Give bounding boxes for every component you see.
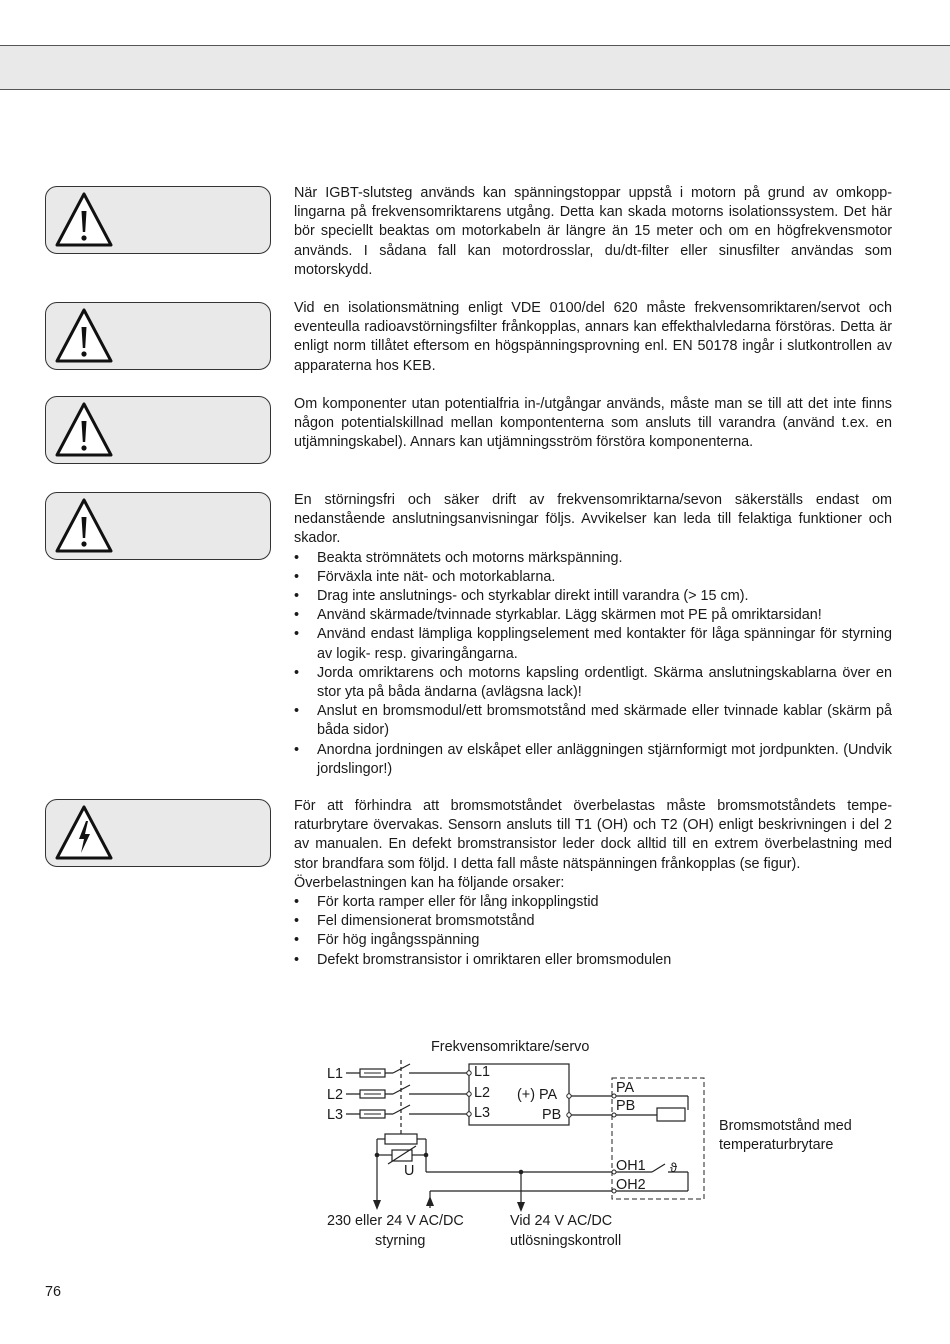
list-item: • Anslut en bromsmodul/ett bromsmotstånd med skärmade eller tvinnade kablar (skärm på båda sidor) [294,702,892,740]
list-item: • Förväxla inte nät- och motorkablarna. [294,568,892,587]
page-number: 76 [45,1284,62,1300]
diagram-title: Frekvensomriktare/servo [431,1039,590,1055]
trip-label-line1: Vid 24 V AC/DC [510,1213,613,1229]
list-item: • Anordna jordningen av elskåpet eller anläggningen stjärnformigt mot jordpunkten. (Undvik jordslingor!) [294,741,892,779]
list-item: • Använd endast lämpliga kopplingselement med kontakter för låga spänningar för styrning av logik- resp. givaringångarna. [294,625,892,663]
list-item: • Beakta strömnätets och motorns märkspänning. [294,549,892,568]
line-label-l2: L2 [327,1087,344,1103]
resistor-terminal-pa: PA [616,1080,635,1096]
trip-label-line2: utlösningskontroll [510,1233,622,1249]
paragraph: Vid en isolationsmätning enligt VDE 0100/del 620 måste frekvensomriktaren/servot och eventeulla radioavstörningsfilter frånkopplas, annars kan effekthalvledarna förstöras. Detta är enligt norm tillåtet eftersom en högspänningsprovning enl. EN 50178 ingår i slutkontrollen av apparaterna hos KEB. [294,300,892,374]
inverter-terminal-pa: (+) PA [517,1087,558,1103]
thermo-switch-symbol: ϑ [670,1160,678,1175]
list-item: • Jorda omriktarens och motorns kapsling ordentligt. Skärma anslutningskablarna över en stor yta på båda ändarna (avlägsna lack)! [294,664,892,702]
line-label-l3: L3 [327,1107,344,1123]
list-item: • För korta ramper eller för lång inkopplingstid [294,893,892,912]
list-item: • Fel dimensionerat bromsmotstånd [294,912,892,931]
control-label-line2: styrning [375,1233,426,1249]
inverter-input-l3: L3 [474,1105,491,1121]
relay-label: U [404,1163,415,1179]
resistor-terminal-pb: PB [616,1098,636,1114]
control-label-line1: 230 eller 24 V AC/DC [327,1213,464,1229]
list-item: • Defekt bromstransistor i omriktaren eller bromsmodulen [294,951,892,970]
resistor-label-line2: temperaturbrytare [719,1137,834,1153]
paragraph: För att förhindra att bromsmotståndet överbelastas måste bromsmotståndets tempe-raturbrytare övervakas. Sensorn ansluts till T1 (OH) och T2 (OH) enligt beskrivningen i del 2 av manualen. En defekt bromstransistor leder dock alltid till en extrem överbelastning med stor brandfara som följd. I detta fall måste nätspänningen frånkopplas (se figur). [294,798,892,872]
inverter-terminal-pb: PB [542,1107,562,1123]
resistor-terminal-oh1: OH1 [616,1158,646,1174]
resistor-terminal-oh2: OH2 [616,1177,646,1193]
list-item: • Drag inte anslutnings- och styrkablar direkt intill varandra (> 15 cm). [294,587,892,606]
list-item: • För hög ingångsspänning [294,931,892,950]
paragraph: En störningsfri och säker drift av frekvensomriktarna/sevon säkerställs endast om nedanstående anslutningsanvisningar följs. Avvikelser kan leda till felaktiga funktioner och skador. [294,492,892,547]
paragraph: När IGBT-slutsteg används kan spänningstoppar uppstå i motorn på grund av omkopp-lingarna på frekvensomriktarens utgång. Detta kan skada motorns isolationssystem. Det här bör speciellt beaktas om motorkabeln är längre än 15 meter och om en högfrekvensmotor används. I sådana fall kan motordrosslar, du/dt-filter eller sinusfilter användas som motorskydd. [294,185,892,278]
list-item: • Använd skärmade/tvinnade styrkablar. Lägg skärmen mot PE på omriktarsidan! [294,606,892,625]
inverter-input-l1: L1 [474,1064,491,1080]
paragraph: Om komponenter utan potentialfria in-/utgångar används, måste man se till att det inte finns någon potentialskillnad mellan kompontenterna som ansluts till varandra (använd t.ex. en utjämningskabel). Annars kan utjämningsström förstöra komponenterna. [294,396,892,451]
line-label-l1: L1 [327,1066,344,1082]
resistor-label-line1: Bromsmotstånd med [719,1118,852,1134]
inverter-input-l2: L2 [474,1085,491,1101]
paragraph: Överbelastningen kan ha följande orsaker: [294,874,565,891]
